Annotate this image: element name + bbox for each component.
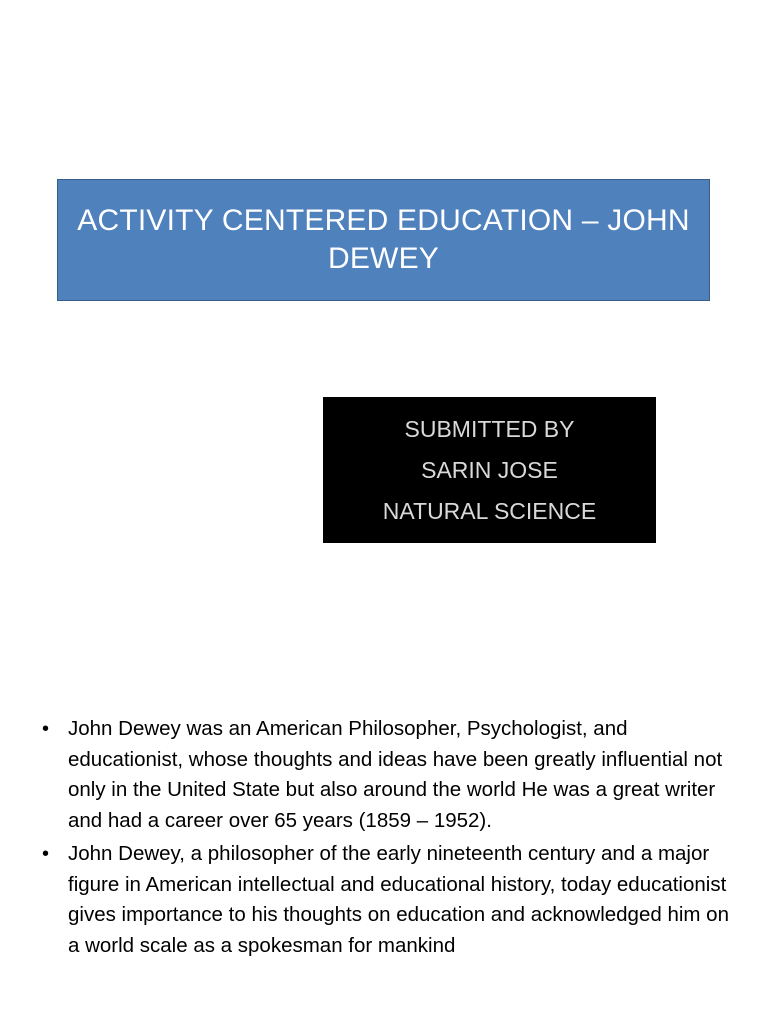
list-item — [40, 839, 730, 961]
submitted-by-label: SUBMITTED BY — [404, 415, 575, 442]
bullet-text: John Dewey was an American Philosopher, Psychologist, and educationist, whose thoughts and ideas have been greatly influential not only in the United State but also around the world He was a great writer and had a career over 65 years (1859 – 1952). — [68, 717, 723, 832]
submitted-by-box — [323, 397, 656, 543]
slide-title: ACTIVITY CENTERED EDUCATION – JOHN DEWEY — [77, 204, 690, 275]
bullet-icon: • — [42, 718, 50, 740]
author-department: NATURAL SCIENCE — [382, 497, 597, 524]
list-item — [40, 714, 730, 836]
bullet-list — [40, 714, 730, 964]
bullet-icon: • — [42, 843, 50, 865]
author-name: SARIN JOSE — [421, 456, 558, 483]
bullet-text: John Dewey, a philosopher of the early nineteenth century and a major figure in American intellectual and educational history, today educationist gives importance to his thoughts on education and acknowledged him on a world scale as a spokesman for mankind — [68, 842, 729, 957]
title-box — [57, 179, 710, 301]
